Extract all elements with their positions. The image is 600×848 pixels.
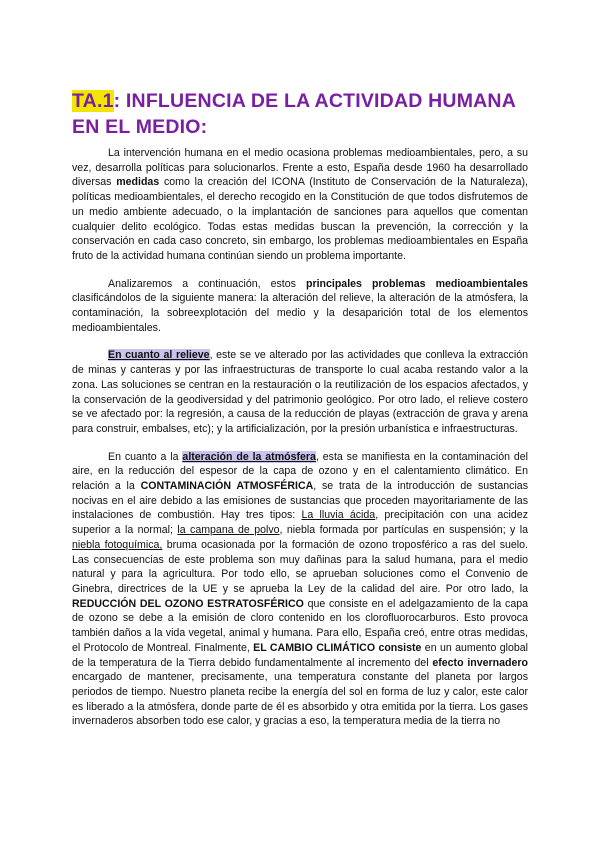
text-run: encargado de mantener, precisamente, una temperatura constante del planeta por largos periodos de tiempo. Nuestro planeta recibe la energía del sol en forma de luz y calor, este calor es liberado a la atmósfera, donde parte de él es absorbido y otra emitida por la tierra. Los gases invernaderos absorben todo ese calor, y gracias a eso, la temperatura media de la tierra no	[72, 671, 528, 728]
paragraph-intro	[72, 146, 528, 264]
underlined-term: La lluvia ácida	[301, 509, 376, 522]
document-page	[72, 88, 528, 729]
underlined-term: la campana de polvo	[177, 524, 280, 537]
text-run: en un aumento global de la temperatura de la Tierra debido fundamentalmente al incremento del	[72, 641, 529, 669]
page-title	[72, 88, 528, 140]
text-run: que consiste en el adelgazamiento de la capa de ozono se debe a la emisión de cloro contenido en los clorofluorocarburos. Esto provoca también daños a la vida vegetal, animal y humana. Para ello, España creó, entre otras medidas, el Protocolo de Montreal. Finalmente,	[72, 597, 528, 654]
bold-term: principales problemas medioambientales	[305, 277, 529, 290]
text-run: Analizaremos a continuación, estos	[108, 277, 306, 290]
text-run: , esta se manifiesta en la contaminación del aire, en la reducción del espesor de la capa de ozono y en el calentamiento climático. En relación a la	[72, 450, 528, 493]
bold-term: efecto invernadero	[432, 656, 528, 669]
text-run: , se trata de la introducción de sustancias nocivas en el aire debido a las emisiones de sustancias que proceden mayoritariamente de las instalaciones de combustión. Hay tres tipos:	[72, 480, 528, 522]
bold-term: EL CAMBIO CLIMÁTICO consiste	[253, 641, 422, 654]
highlighted-term: alteración de la atmósfera	[182, 450, 316, 463]
text-run: clasificándolos de la siguiente manera: la alteración del relieve, la alteración de la atmósfera, la contaminación, la sobreexplotación del medio y la desaparición total de los elementos medioambientales.	[72, 292, 528, 334]
bold-term: medidas	[116, 176, 160, 189]
paragraph-relieve	[72, 348, 528, 436]
text-run: La intervención humana en el medio ocasiona problemas medioambientales, pero, a su vez, desarrolla políticas para solucionarlos. Frente a esto, España desde 1960 ha desarrollado diversas	[72, 147, 528, 189]
text-run: como la creación del ICONA (Instituto de Conservación de la Naturaleza), políticas medioambientales, el derecho recogido en la Constitución de que todos disfrutemos de un medio ambiente adecuado, o la implantación de sanciones para aquellos que comentan cualquier delito ecológico. Todas estas medidas buscan la prevención, la corrección y la conservación en cada caso concreto, sin embargo, los problemas medioambientales en España fruto de la actividad humana continúan siendo un problema importante.	[72, 176, 528, 262]
text-run: En cuanto a la	[108, 450, 183, 463]
underlined-term: niebla fotoquímica,	[72, 538, 163, 551]
text-run: bruma ocasionada por la formación de ozono troposférico a ras del suelo. Las consecuencias de este problema son muy dañinas para la salud humana, para el medio natural y para la agricultura. Por todo ello, se aprueban soluciones como el Convenio de Ginebra, directrices de la UE y se aprueba la Ley de la calidad del aire. Por otro lado, la	[72, 538, 528, 595]
text-run: , niebla formada por partículas en suspensión; y la	[279, 524, 529, 537]
title-text: : INFLUENCIA DE LA ACTIVIDAD HUMANA EN EL MEDIO:	[72, 90, 516, 138]
paragraph-problems	[72, 277, 528, 336]
bold-term: CONTAMINACIÓN ATMOSFÉRICA	[140, 480, 314, 493]
text-run: , precipitación con una acidez superior a la normal;	[72, 509, 528, 537]
highlighted-term: En cuanto al relieve	[108, 349, 210, 362]
title-code-highlight: TA.1	[72, 90, 114, 112]
bold-term: REDUCCIÓN DEL OZONO ESTRATOSFÉRICO	[72, 597, 304, 610]
paragraph-atmosfera	[72, 450, 528, 729]
text-run: , este se ve alterado por las actividades que conlleva la extracción de minas y canteras y por las infraestructuras de transporte lo cual acaba restando valor a la zona. Las soluciones se centran en la restauración o la reutilización de los espacios afectados, y la conservación de la geodiversidad y del patrimonio geológico. Por otro lado, el relieve costero se ve afectado por: la regresión, a causa de la reducción de playas (extracción de grava y arena para construir, embalses, etc); y la artificialización, por la presión urbanística e infraestructuras.	[72, 349, 528, 435]
